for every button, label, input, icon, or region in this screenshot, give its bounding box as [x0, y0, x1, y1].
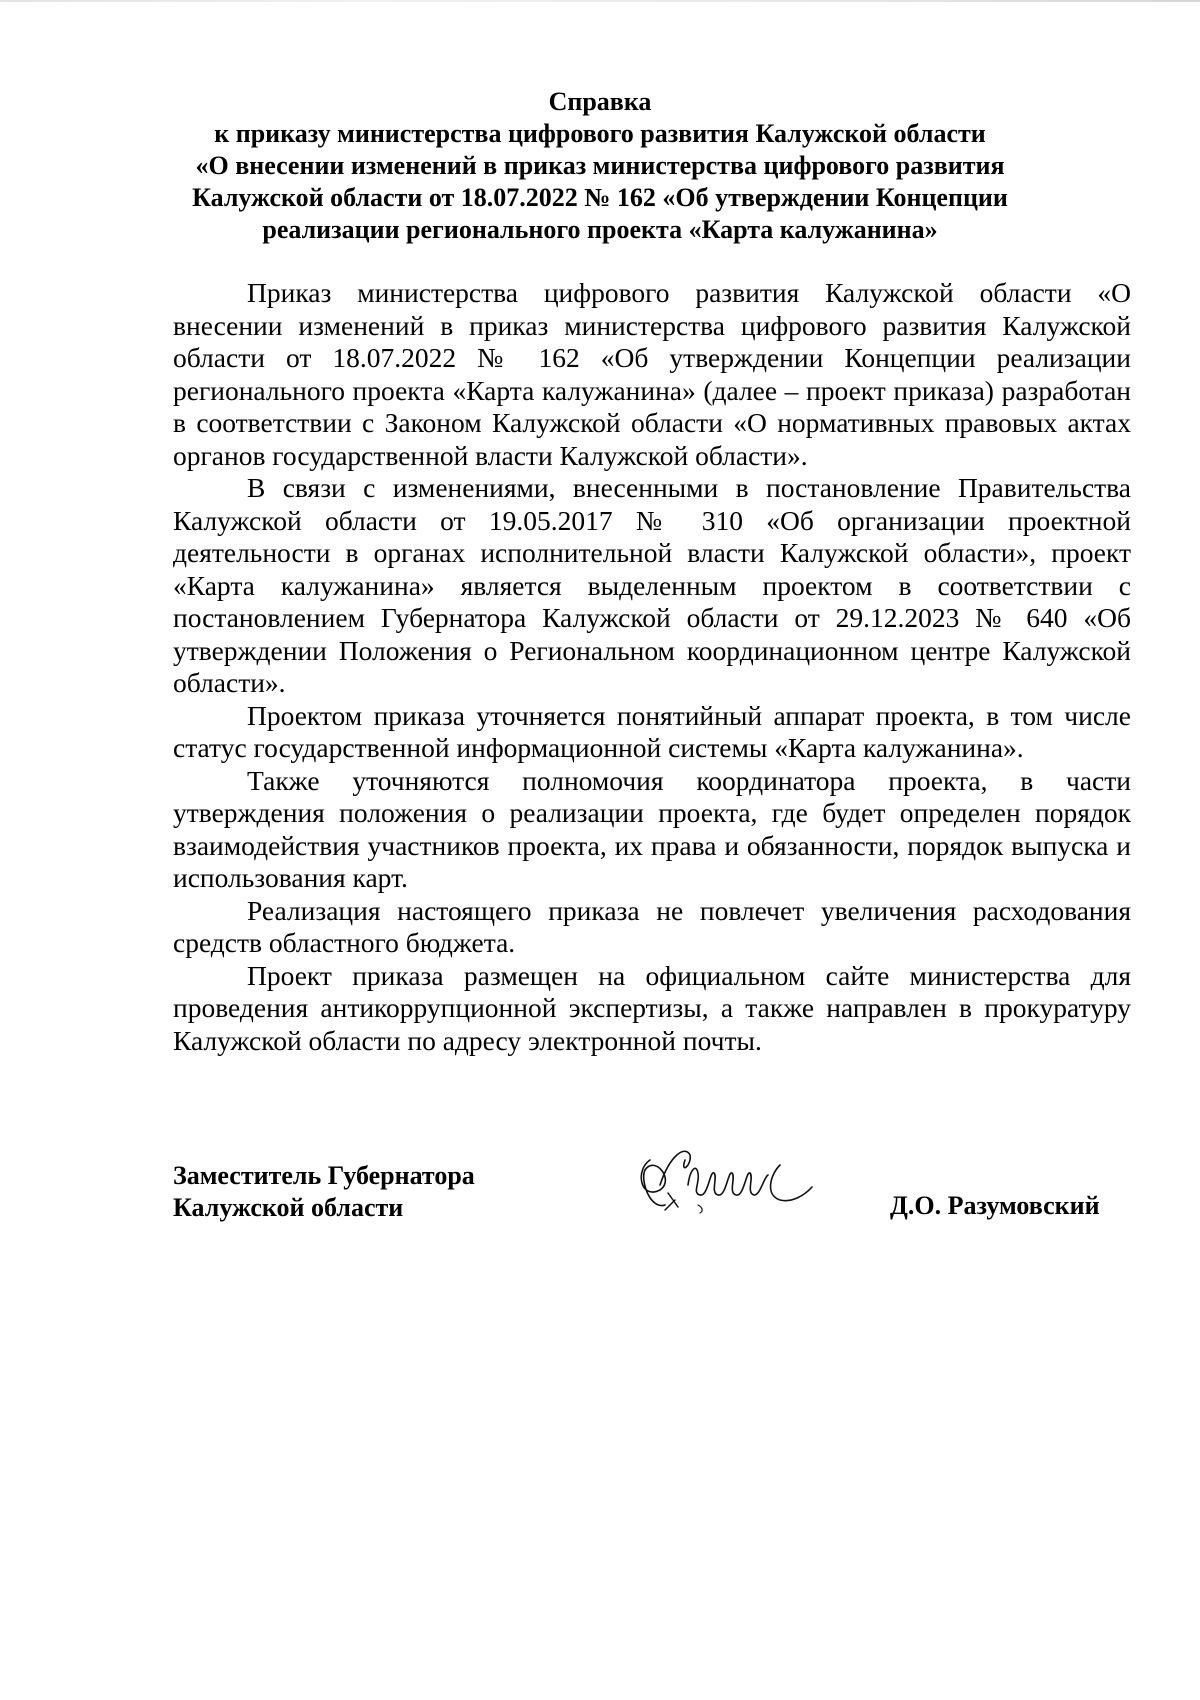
header-subtitle-line: к приказу министерства цифрового развития Калужской области: [214, 119, 986, 148]
signatory-name: Д.О. Разумовский: [890, 1191, 1100, 1220]
body-paragraph: Также уточняются полномочия координатора проекта, в части утверждения положения о реализации проекта, где будет определен порядок взаимодействия участников проекта, их права и обязанности, порядок выпуска и использования карт.: [173, 764, 1131, 893]
header-subtitle-line: Калужской области от 18.07.2022 № 162 «Об утверждении Концепции: [192, 183, 1008, 212]
body-paragraph: Проектом приказа уточняется понятийный аппарат проекта, в том числе статус государственной информационной системы «Карта калужанина».: [173, 699, 1131, 763]
header-subtitle-line: реализации регионального проекта «Карта калужанина»: [262, 215, 938, 244]
signatory-title-line: Калужской области: [173, 1193, 404, 1222]
document-header: [150, 86, 1050, 246]
body-paragraph: Приказ министерства цифрового развития Калужской области «О внесении изменений в приказ министерства цифрового развития Калужской области от 18.07.2022 № 162 «Об утверждении Концепции реализации регионального проекта «Карта калужанина» (далее – проект приказа) разработан в соответствии с Законом Калужской области «О нормативных правовых актах органов государственной власти Калужской области».: [173, 277, 1131, 471]
body-paragraph: В связи с изменениями, внесенными в постановление Правительства Калужской области от 19.05.2017 № 310 «Об организации проектной деятельности в органах исполнительной власти Калужской области», проект «Карта калужанина» является выделенным проектом в соответствии с постановлением Губернатора Калужской области от 29.12.2023 № 640 «Об утверждении Положения о Региональном координационном центре Калужской области».: [173, 472, 1131, 698]
handwritten-signature-icon: [630, 1115, 830, 1215]
signatory-title-line: Заместитель Губернатора: [173, 1161, 475, 1190]
header-subtitle-line: «О внесении изменений в приказ министерства цифрового развития: [195, 151, 1005, 180]
signatory-title: [173, 1160, 475, 1224]
body-paragraph: Реализация настоящего приказа не повлечет увеличения расходования средств областного бюджета.: [173, 894, 1131, 958]
document-body: [173, 277, 1131, 1057]
header-title: Справка: [548, 87, 652, 116]
scan-edge-divider: [0, 0, 1200, 2]
body-paragraph: Проект приказа размещен на официальном сайте министерства для проведения антикоррупционной экспертизы, а также направлен в прокуратуру Калужской области по адресу электронной почты.: [173, 959, 1131, 1056]
